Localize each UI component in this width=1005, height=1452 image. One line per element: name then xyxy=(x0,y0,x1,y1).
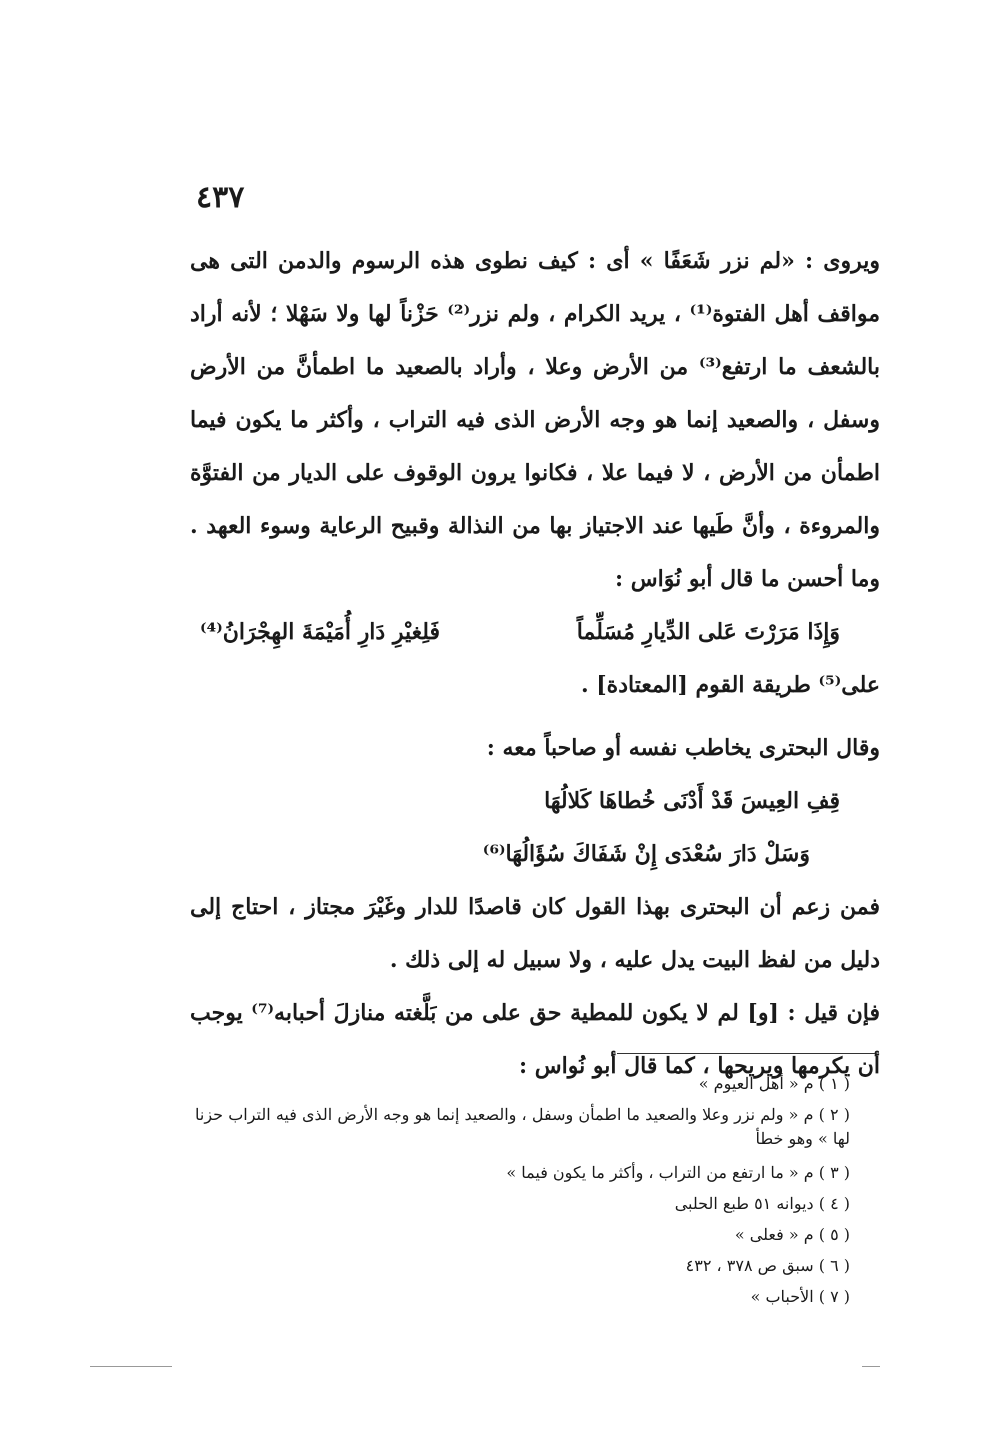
footnote-5: ( ٥ ) م « فعلى » xyxy=(734,1225,850,1244)
verse-hemistich-1: وَإِذَا مَرَرْتَ عَلى الدِّيارِ مُسَلِّماً xyxy=(576,619,840,645)
scan-edge-line-left xyxy=(90,1366,172,1367)
main-text xyxy=(190,235,880,1093)
paragraph-2: على⁽⁵⁾ طريقة القوم [المعتادة] . xyxy=(580,672,880,698)
verse-abu-nuwas xyxy=(190,606,880,659)
footnote-7: ( ٧ ) الأحباب » xyxy=(750,1287,850,1306)
footnote-1: ( ١ ) م « أهل العيوم » xyxy=(698,1074,850,1093)
verse-buhturi-line-1: قِفِ العِيسَ قَدْ أَدْنَى خُطاهَا كَلالُهَا xyxy=(544,788,840,814)
paragraph-5: فإن قيل : [و] لم لا يكون للمطية حق على من بَلَّغته منازلَ أحبابه⁽⁷⁾ يوجب أن يكرمها ويريحها ، كما قال أبو نُواس : xyxy=(190,1000,880,1079)
page-number: ٤٣٧ xyxy=(196,180,245,215)
footnote-3: ( ٣ ) م « ما ارتفع من التراب ، وأكثر ما يكون فيما » xyxy=(506,1163,850,1182)
verse-hemistich-2: فَلِغيْرِ دَارِ أُمَيْمَةَ الهِجْرَانُ⁽⁴⁾ xyxy=(200,619,441,645)
paragraph-4: فمن زعم أن البحترى بهذا القول كان قاصدًا للدار وغَيْرَ مجتاز ، احتاج إلى دليل من لفظ البيت يدل عليه ، ولا سبيل له إلى ذلك . xyxy=(190,894,880,973)
verse-buhturi-line-2: وَسَلْ دَارَ سُعْدَى إِنْ شَفَاكَ سُؤَالُهَا⁽⁶⁾ xyxy=(482,841,810,867)
paragraph-3: وقال البحترى يخاطب نفسه أو صاحباً معه : xyxy=(486,735,880,761)
footnote-4: ( ٤ ) ديوانه ٥١ طبع الحلبى xyxy=(674,1194,850,1213)
paragraph-1: ويروى : «لم نزر شَعَفًا » أى : كيف نطوى هذه الرسوم والدمن التى هى مواقف أهل الفتوة⁽¹⁾ ، يريد الكرام ، ولم نزر⁽²⁾ حَزْناً لها ولا سَهْلا ؛ لأنه أراد بالشعف ما ارتفع⁽³⁾ من الأرض وعلا ، وأراد بالصعيد ما اطمأنَّ من الأرض وسفل ، والصعيد إنما هو وجه الأرض الذى فيه التراب ، وأكثر ما يكون فيما اطمأن من الأرض ، لا فيما علا ، فكانوا يرون الوقوف على الديار من الفتوَّة والمروءة ، وأنَّ طَيها عند الاجتياز بها من النذالة وقبيح الرعاية وسوء العهد . وما أحسن ما قال أبو نُوَاس : xyxy=(190,248,880,592)
scan-edge-line-right xyxy=(862,1366,880,1367)
spacer xyxy=(190,712,880,722)
footnotes xyxy=(195,1068,880,1312)
footnote-6: ( ٦ ) سبق ص ٣٧٨ ، ٤٣٢ xyxy=(685,1256,850,1275)
footnote-divider xyxy=(617,1053,875,1054)
footnote-2: ( ٢ ) م « ولم نزر وعلا والصعيد ما اطمأن وسفل ، والصعيد إنما هو وجه الأرض الذى فيه التراب حزنا لها » وهو خطأ xyxy=(195,1105,850,1148)
